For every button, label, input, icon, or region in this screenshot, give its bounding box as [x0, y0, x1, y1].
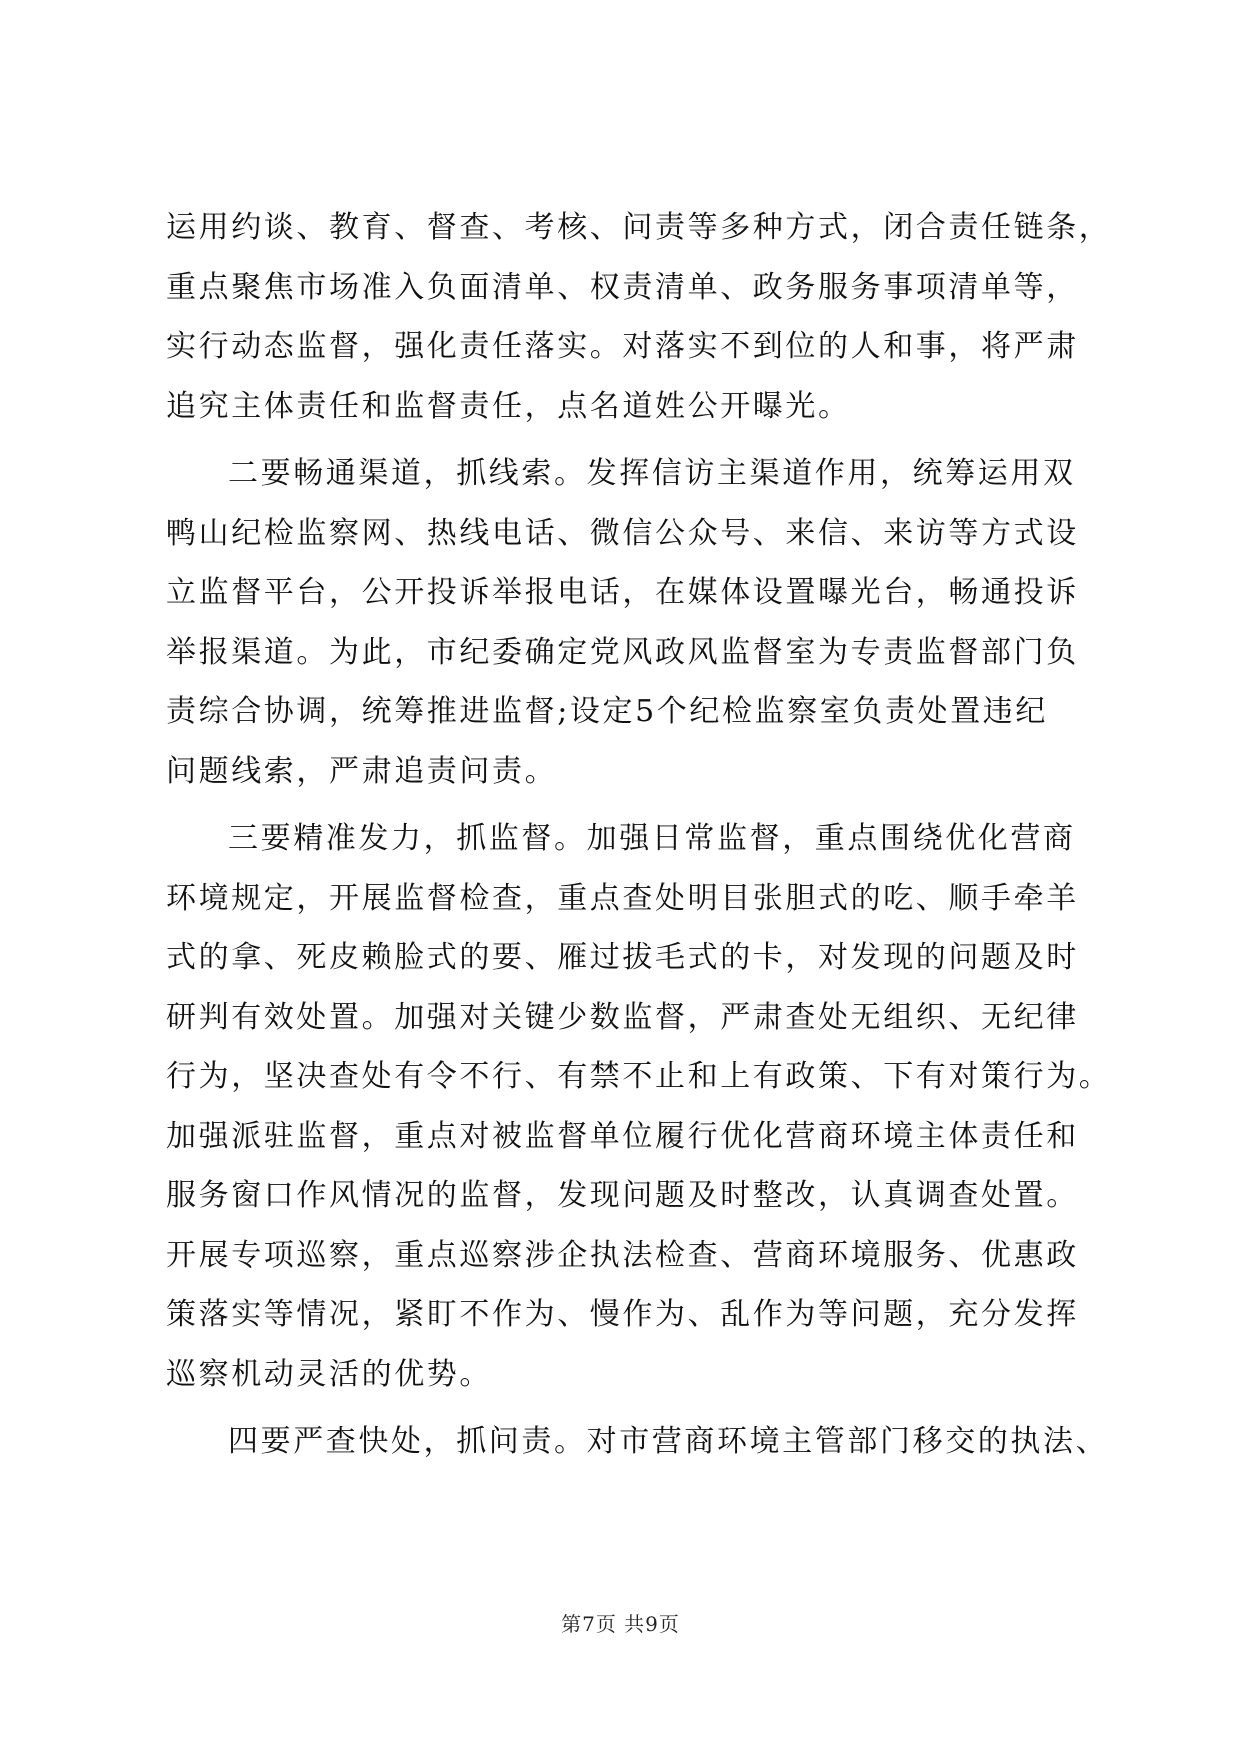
text-line: 环境规定，开展监督检查，重点查处明目张胆式的吃、顺手牵羊 [166, 880, 1079, 916]
text-line: 服务窗口作风情况的监督，发现问题及时整改，认真调查处置。 [166, 1178, 1079, 1213]
text-line: 运用约谈、教育、督查、考核、问责等多种方式，闭合责任链条， [166, 210, 1112, 245]
text-line: 开展专项巡察，重点巡察涉企执法检查、营商环境服务、优惠政 [166, 1237, 1079, 1273]
text-line: 立监督平台，公开投诉举报电话，在媒体设置曝光台，畅通投诉 [166, 575, 1079, 610]
text-line: 加强派驻监督，重点对被监督单位履行优化营商环境主体责任和 [166, 1118, 1079, 1154]
text-line: 重点聚焦市场准入负面清单、权责清单、政务服务事项清单等， [166, 269, 1079, 305]
text-line: 行为，坚决查处有令不行、有禁不止和上有政策、下有对策行为。 [166, 1059, 1112, 1094]
page-number-footer: 第7页 共9页 [561, 1612, 680, 1636]
text-line: 策落实等情况，紧盯不作为、慢作为、乱作为等问题，充分发挥 [166, 1297, 1079, 1332]
document-body [166, 198, 1112, 1472]
text-line: 巡察机动灵活的优势。 [166, 1356, 492, 1392]
text-line: 问题线索，严肃追责问责。 [166, 753, 558, 789]
paragraph-start-line: 二要畅通渠道，抓线索。发挥信访主渠道作用，统筹运用双 [228, 456, 1076, 491]
text-line: 责综合协调，统筹推进监督;设定5个纪检监察室负责处置违纪 [166, 694, 1048, 729]
text-line: 研判有效处置。加强对关键少数监督，严肃查处无组织、无纪律 [166, 999, 1079, 1035]
text-line: 式的拿、死皮赖脸式的要、雁过拔毛式的卡，对发现的问题及时 [166, 940, 1079, 975]
text-line: 追究主体责任和监督责任，点名道姓公开曝光。 [166, 388, 851, 424]
text-line: 举报渠道。为此，市纪委确定党风政风监督室为专责监督部门负 [166, 634, 1079, 670]
text-line: 鸭山纪检监察网、热线电话、微信公众号、来信、来访等方式设 [166, 515, 1079, 551]
paragraph-start-line: 三要精准发力，抓监督。加强日常监督，重点围绕优化营商 [228, 821, 1076, 856]
text-line: 实行动态监督，强化责任落实。对落实不到位的人和事，将严肃 [166, 329, 1079, 364]
paragraph-start-line: 四要严查快处，抓问责。对市营商环境主管部门移交的执法、 [228, 1424, 1109, 1459]
